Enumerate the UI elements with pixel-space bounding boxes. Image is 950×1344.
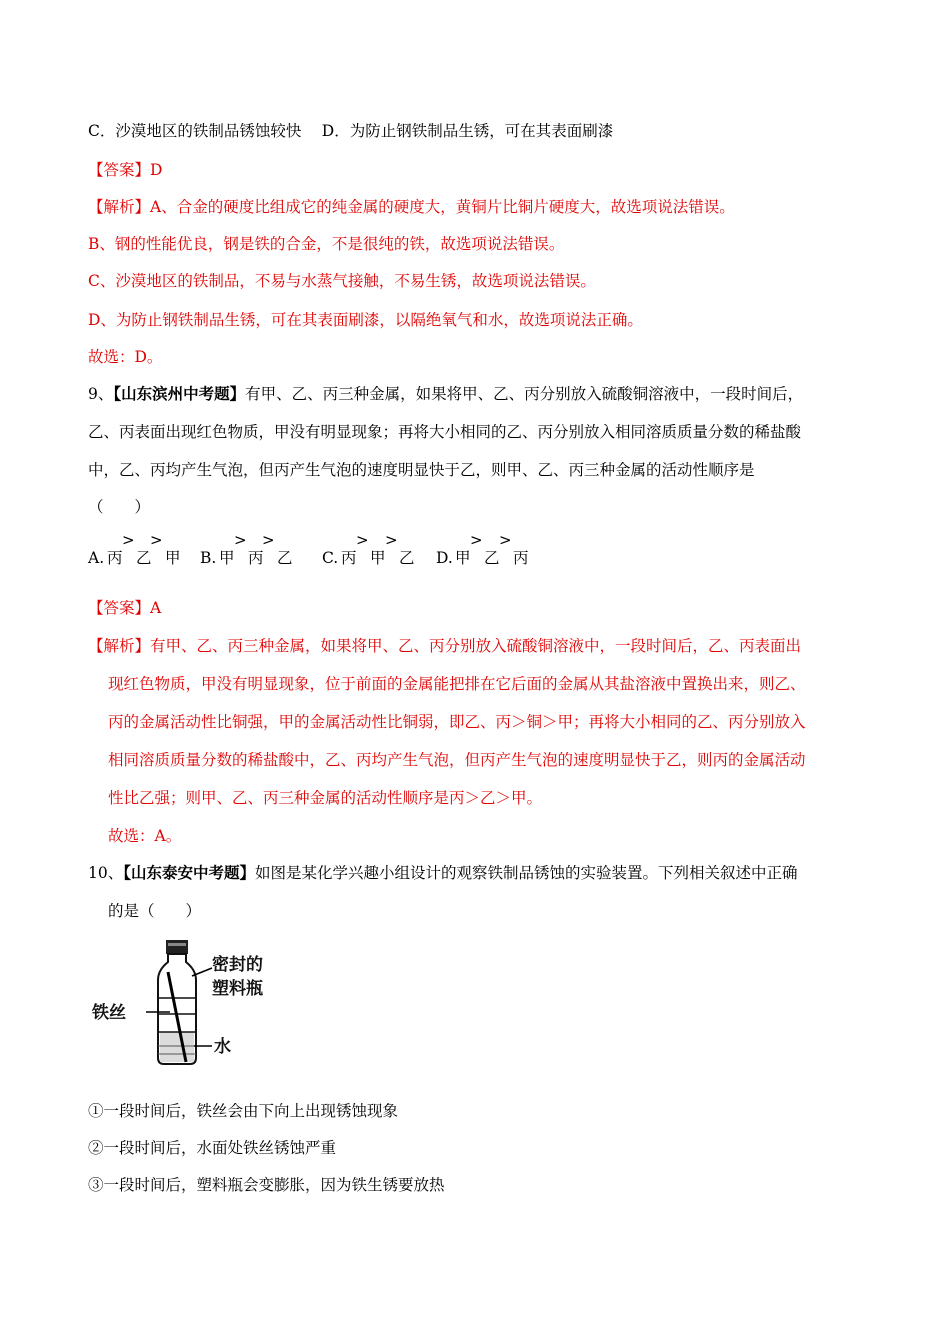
bottle-label: 塑料瓶 [212,979,263,999]
greater-than-sign: > [234,531,247,549]
q8-analysis-line: D、为防止钢铁制品生锈，可在其表面刷漆，以隔绝氧气和水，故选项说法正确。 [88,311,643,329]
option-item: 乙 [136,549,152,567]
q9-analysis-line: 相同溶质质量分数的稀盐酸中，乙、丙均产生气泡，但丙产生气泡的速度明显快于乙，则丙的金属活动 [108,751,806,769]
bottle-experiment-figure [88,936,288,1072]
q9-analysis-line: 丙的金属活动性比铜强，甲的金属活动性比铜弱，即乙、丙＞铜＞甲；再将大小相同的乙、丙分别放入 [108,713,806,731]
option-label: C. [322,549,339,567]
option-item: 甲 [219,549,235,567]
q9-number: 9、 [88,385,114,403]
option-item: 丙 [107,549,123,567]
q9-stem-line: 乙、丙表面出现红色物质，甲没有明显现象；再将大小相同的乙、丙分别放入相同溶质质量分数的稀盐酸 [88,423,802,441]
option-item: 甲 [370,549,386,567]
q9-analysis-line: 故选：A。 [108,827,182,845]
wire-label: 铁丝 [92,1003,126,1023]
q8-analysis-line: 【解析】A、合金的硬度比组成它的纯金属的硬度大，黄铜片比铜片硬度大，故选项说法错误。 [88,198,735,216]
water-label: 水 [214,1037,231,1057]
option-item: 乙 [484,549,500,567]
q8-analysis-line: B、钢的性能优良，钢是铁的合金，不是很纯的铁，故选项说法错误。 [88,235,565,253]
q10-statement: ③一段时间后，塑料瓶会变膨胀，因为铁生锈要放热 [88,1176,445,1194]
option-item: 乙 [399,549,415,567]
q10-stem-line: 的是（ ） [108,902,202,920]
q9-analysis-line: 性比乙强；则甲、乙、丙三种金属的活动性顺序是丙＞乙＞甲。 [108,789,543,807]
greater-than-sign: > [262,531,275,549]
q10-statement: ①一段时间后，铁丝会由下向上出现锈蚀现象 [88,1102,399,1120]
option-item: 丙 [341,549,357,567]
option-item: 甲 [455,549,471,567]
q9-analysis-line: 【解析】有甲、乙、丙三种金属，如果将甲、乙、丙分别放入硫酸铜溶液中，一段时间后，乙、丙表面出 [88,637,802,655]
bottle-label: 密封的 [212,955,263,975]
q8-answer: 【答案】D [88,161,163,179]
q8-analysis-line: 故选：D。 [88,348,163,366]
option-label: A. [88,549,105,567]
greater-than-sign: > [150,531,163,549]
q9-source: 【山东滨州中考题】 [113,384,246,403]
q10-statement: ②一段时间后，水面处铁丝锈蚀严重 [88,1139,337,1157]
option-item: 丙 [513,549,529,567]
q9-stem-line: （ ） [88,498,151,516]
q9-answer: 【答案】A [88,599,162,617]
option-item: 丙 [248,549,264,567]
option-label: B. [200,549,217,567]
option-label: D. [436,549,453,567]
q10-number: 10、 [88,864,124,882]
greater-than-sign: > [385,531,398,549]
q9-stem-line [88,384,803,404]
greater-than-sign: > [470,531,483,549]
bottle-cap [166,940,188,954]
q8-analysis-line: C、沙漠地区的铁制品，不易与水蒸气接触，不易生锈，故选项说法错误。 [88,272,596,290]
q8-options-line: C．沙漠地区的铁制品锈蚀较快 D．为防止钢铁制品生锈，可在其表面刷漆 [88,122,614,140]
q9-stem-text: 有甲、乙、丙三种金属，如果将甲、乙、丙分别放入硫酸铜溶液中，一段时间后， [245,385,804,403]
water-fill [160,1032,194,1062]
q10-stem-text: 如图是某化学兴趣小组设计的观察铁制品锈蚀的实验装置。下列相关叙述中正确 [255,864,798,882]
greater-than-sign: > [356,531,369,549]
q9-stem-line: 中，乙、丙均产生气泡，但丙产生气泡的速度明显快于乙，则甲、乙、丙三种金属的活动性顺序是 [88,461,755,479]
option-item: 乙 [277,549,293,567]
q10-source: 【山东泰安中考题】 [123,863,255,882]
q9-analysis-line: 现红色物质，甲没有明显现象，位于前面的金属能把排在它后面的金属从其盐溶液中置换出来，则乙、 [108,675,806,693]
option-item: 甲 [165,549,181,567]
q10-stem-line [88,863,798,883]
greater-than-sign: > [499,531,512,549]
greater-than-sign: > [122,531,135,549]
